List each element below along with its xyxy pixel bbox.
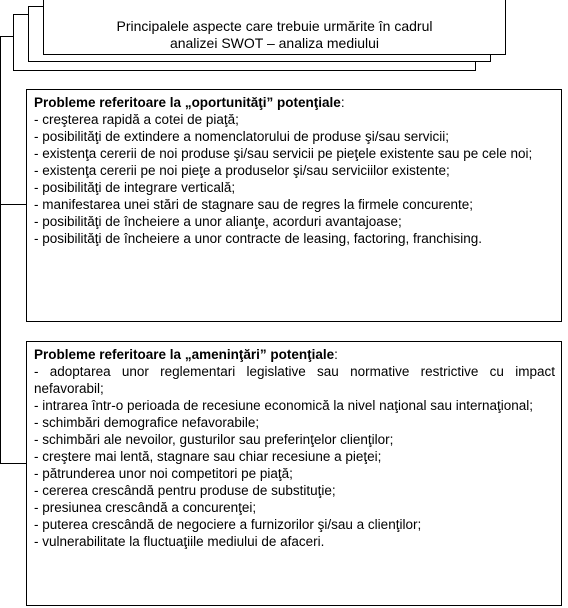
opportunities-title: Probleme referitoare la „oportunităţi” potenţiale <box>34 95 341 110</box>
threat-item: - presiunea crescândă a concurenţei; <box>34 500 257 515</box>
opportunity-item: - existenţa cererii de noi produse şi/sau servicii pe pieţele existente sau pe cele noi; <box>34 146 533 161</box>
threat-item: - cererea crescândă pentru produse de substituţie; <box>34 483 336 498</box>
threat-item: - pătrunderea unor noi competitori pe piaţă; <box>34 466 293 481</box>
threat-item: - adoptarea unor reglementari legislative sau normative restrictive cu impact nefavorabil; <box>34 364 555 396</box>
threat-item: - intrarea într-o perioada de recesiune economică la nivel naţional sau internaţional; <box>34 398 534 413</box>
opportunity-item: - existenţa cererii pe noi pieţe a produselor şi/sau serviciilor existente; <box>34 163 450 178</box>
opportunities-box <box>26 89 562 322</box>
opportunity-item: - posibilităţi de încheiere a unor alianţe, acorduri avantajoase; <box>34 214 402 229</box>
opportunity-item: - posibilităţi de integrare verticală; <box>34 180 236 195</box>
threats-title-row: Probleme referitoare la „ameninţări” potenţiale: <box>34 347 338 362</box>
threat-item: - schimbări demografice nefavorabile; <box>34 415 260 430</box>
connector-opportunities-line <box>0 204 26 205</box>
threat-item: - creştere mai lentă, stagnare sau chiar recesiune a pieţei; <box>34 449 382 464</box>
header-title-line-1: Principalele aspecte care trebuie urmărite în cadrul <box>116 18 433 34</box>
threats-title: Probleme referitoare la „ameninţări” potenţiale <box>34 347 335 362</box>
opportunities-title-row: Probleme referitoare la „oportunităţi” potenţiale: <box>34 95 345 110</box>
threat-item: - schimbări ale nevoilor, gusturilor sau preferinţelor clienţilor; <box>34 432 394 447</box>
opportunity-item: - posibilităţi de extindere a nomenclatorului de produse şi/sau servicii; <box>34 129 449 144</box>
connector-header-line <box>0 36 14 37</box>
threat-item: - vulnerabilitate la fluctuaţiile mediului de afaceri. <box>34 534 325 549</box>
header-title-line-2: analizei SWOT – analiza mediului <box>169 35 380 51</box>
opportunity-item: - posibilităţi de încheiere a unor contracte de leasing, factoring, franchising. <box>34 231 483 246</box>
opportunity-item: - manifestarea unei stări de stagnare sau de regres la firmele concurente; <box>34 197 473 212</box>
header-title <box>43 18 506 52</box>
connector-threats-line <box>0 463 26 464</box>
opportunity-item: - creşterea rapidă a cotei de piaţă; <box>34 112 239 127</box>
threat-item: - puterea crescândă de negociere a furnizorilor şi/sau a clienţilor; <box>34 517 422 532</box>
threats-box <box>26 341 562 606</box>
connector-vertical-line <box>0 36 1 464</box>
